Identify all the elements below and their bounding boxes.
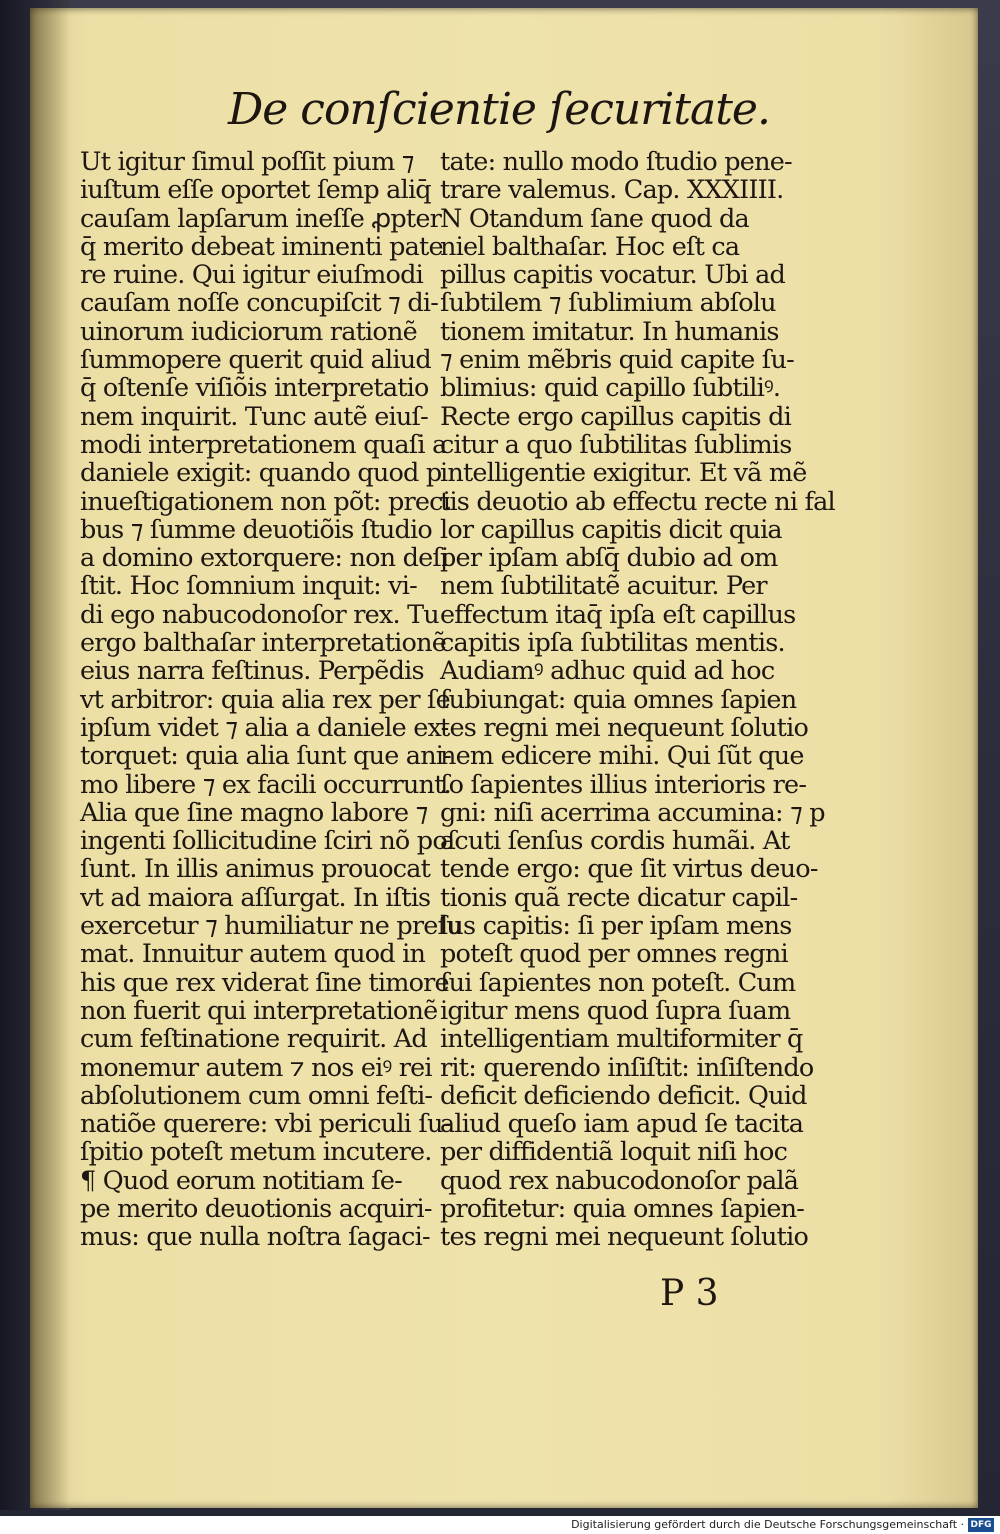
text-line: torquet: quia alia ſunt que ani- <box>80 741 451 772</box>
dfg-logo-icon: DFG <box>968 1518 994 1532</box>
text-line: poteſt quod per omnes regni <box>440 939 788 970</box>
text-line: ⁊ enim mẽbris quid capite ſu- <box>440 345 794 376</box>
text-line: per diffidentiã loquit niſi hoc <box>440 1137 788 1168</box>
text-line: ſubiungat: quia omnes ſapien <box>440 684 797 715</box>
text-line: pillus capitis vocatur. Ubi ad <box>440 260 786 291</box>
text-line: tis deuotio ab effectu recte ni fal <box>440 486 835 517</box>
page-gutter <box>30 8 70 1508</box>
text-line: tionem imitatur. In humanis <box>440 316 779 347</box>
text-line: vt ad maiora aſſurgat. In iſtis <box>80 882 431 913</box>
text-line: ſo ſapientes illius interioris re- <box>440 769 807 800</box>
text-line: ipſum videt ⁊ alia a daniele ex- <box>80 712 449 743</box>
text-line: uinorum iudiciorum rationẽ <box>80 316 417 347</box>
text-line: deficit deficiendo deficit. Quid <box>440 1080 807 1111</box>
text-line: eius narra feſtinus. Perpẽdis <box>80 656 424 687</box>
text-line: lor capillus capitis dicit quia <box>440 514 782 545</box>
text-line: mus: que nulla noſtra ſagaci- <box>80 1222 430 1253</box>
text-line: tes regni mei nequeunt ſolutio <box>440 712 809 743</box>
text-line: cauſam lapſarum ineſſe ꝓpter <box>80 203 441 234</box>
text-line: abſolutionem cum omni feſti- <box>80 1080 433 1111</box>
text-line: daniele exigit: quando quod p <box>80 458 442 489</box>
text-line: iuſtum eſſe oportet ſemp aliq̄ <box>80 175 431 206</box>
text-line: mat. Innuitur autem quod in <box>80 939 426 970</box>
text-line: effectum itaq̄ ipſa eſt capillus <box>440 599 796 630</box>
text-line: vt arbitror: quia alia rex per ſe <box>80 684 450 715</box>
text-line: q̄ merito debeat iminenti pate <box>80 231 443 262</box>
text-line: cum feſtinatione requirit. Ad <box>80 1024 427 1055</box>
right-text-column <box>440 147 835 1253</box>
text-line: intelligentiam multiformiter q̄ <box>440 1024 803 1055</box>
text-line: non fuerit qui interpretationẽ <box>80 995 438 1026</box>
folio-signature: P 3 <box>660 1273 719 1314</box>
text-line: gni: niſi acerrima accumina: ⁊ p <box>440 797 825 828</box>
text-line: di ego nabucodonoſor rex. Tu <box>80 599 439 630</box>
text-line: Recte ergo capillus capitis di <box>440 401 792 432</box>
text-line: niel balthaſar. Hoc eſt ca <box>440 231 740 262</box>
text-line: tende ergo: que ſit virtus deuo- <box>440 854 818 885</box>
text-line: nem edicere mihi. Qui ſũt que <box>440 741 804 772</box>
text-line: lus capitis: ſi per ipſam mens <box>440 911 792 942</box>
text-line: ingenti ſollicitudine ſciri nõ poſ <box>80 826 456 857</box>
text-line: citur a quo ſubtilitas ſublimis <box>440 429 792 460</box>
text-line: his que rex viderat ſine timore <box>80 967 449 998</box>
text-line: aliud queſo iam apud ſe tacita <box>440 1109 804 1140</box>
text-line: rit: querendo inſiſtit: inſiſtendo <box>440 1052 814 1083</box>
text-line: natiõe querere: vbi periculi ſu- <box>80 1109 451 1140</box>
text-line: nem ſubtilitatẽ acuitur. Per <box>440 571 767 602</box>
text-line: ergo balthaſar interpretationẽ <box>80 628 446 659</box>
text-line: quod rex nabucodonoſor palã <box>440 1165 799 1196</box>
text-line: tionis quã recte dicatur capil- <box>440 882 798 913</box>
text-line: capitis ipſa ſubtilitas mentis. <box>440 628 785 659</box>
text-line: bus ⁊ ſumme deuotiõis ſtudio <box>80 514 432 545</box>
text-line: intelligentie exigitur. Et vã mẽ <box>440 458 807 489</box>
text-line: blimius: quid capillo ſubtiliꝰ. <box>440 373 781 404</box>
text-line: ſummopere querit quid aliud <box>80 345 431 376</box>
page-heading: De conſcientie ſecuritate. <box>228 84 770 135</box>
text-line: igitur mens quod ſupra ſuam <box>440 995 791 1026</box>
text-line: ſpitio poteſt metum incutere. <box>80 1137 432 1168</box>
text-line: q̄ oſtenſe viſiõis interpretatio <box>80 373 429 404</box>
text-line: ¶ Quod eorum notitiam ſe- <box>80 1165 402 1196</box>
text-line: exercetur ⁊ humiliatur ne preſu <box>80 911 462 942</box>
text-line: nem inquirit. Tunc autẽ eiuſ- <box>80 401 428 432</box>
text-line: Audiamꝰ adhuc quid ad hoc <box>440 656 775 687</box>
text-line: cauſam noſſe concupiſcit ⁊ di- <box>80 288 439 319</box>
text-line: mo libere ⁊ ex facili occurrunt. <box>80 769 451 800</box>
text-line: tate: nullo modo ſtudio pene- <box>440 147 792 177</box>
text-line: ſubtilem ⁊ ſublimium abſolu <box>440 288 776 319</box>
text-line: ſunt. In illis animus prouocat <box>80 854 431 885</box>
text-line: pe merito deuotionis acquiri- <box>80 1193 432 1224</box>
text-line: a domino extorquere: non deſi <box>80 543 449 574</box>
text-line: re ruine. Qui igitur eiuſmodi <box>80 260 423 291</box>
text-line: trare valemus. Cap. XXXIIII. <box>440 175 784 206</box>
text-line: profitetur: quia omnes ſapien- <box>440 1193 805 1224</box>
text-line: modi interpretationem quaſi a <box>80 429 447 460</box>
text-line: ſui ſapientes non poteſt. Cum <box>440 967 796 998</box>
text-line: tes regni mei nequeunt ſolutio <box>440 1222 809 1253</box>
text-line: Ut igitur ſimul poſſit pium ⁊ <box>80 147 414 177</box>
text-line: acuti ſenſus cordis humãi. At <box>440 826 790 857</box>
text-line: N Otandum ſane quod da <box>440 203 749 234</box>
left-text-column <box>80 147 462 1253</box>
text-line: Alia que ſine magno labore ⁊ <box>80 797 428 828</box>
funding-credit: Digitalisierung gefördert durch die Deutsche Forschungsgemeinschaft · <box>571 1518 964 1531</box>
text-line: per ipſam abſq̄ dubio ad om <box>440 543 778 574</box>
text-line: inueſtigationem non põt: preci <box>80 486 450 517</box>
text-line: ſtit. Hoc ſomnium inquit: vi- <box>80 571 417 602</box>
text-line: monemur autem ⁊ nos eiꝰ rei <box>80 1052 432 1083</box>
